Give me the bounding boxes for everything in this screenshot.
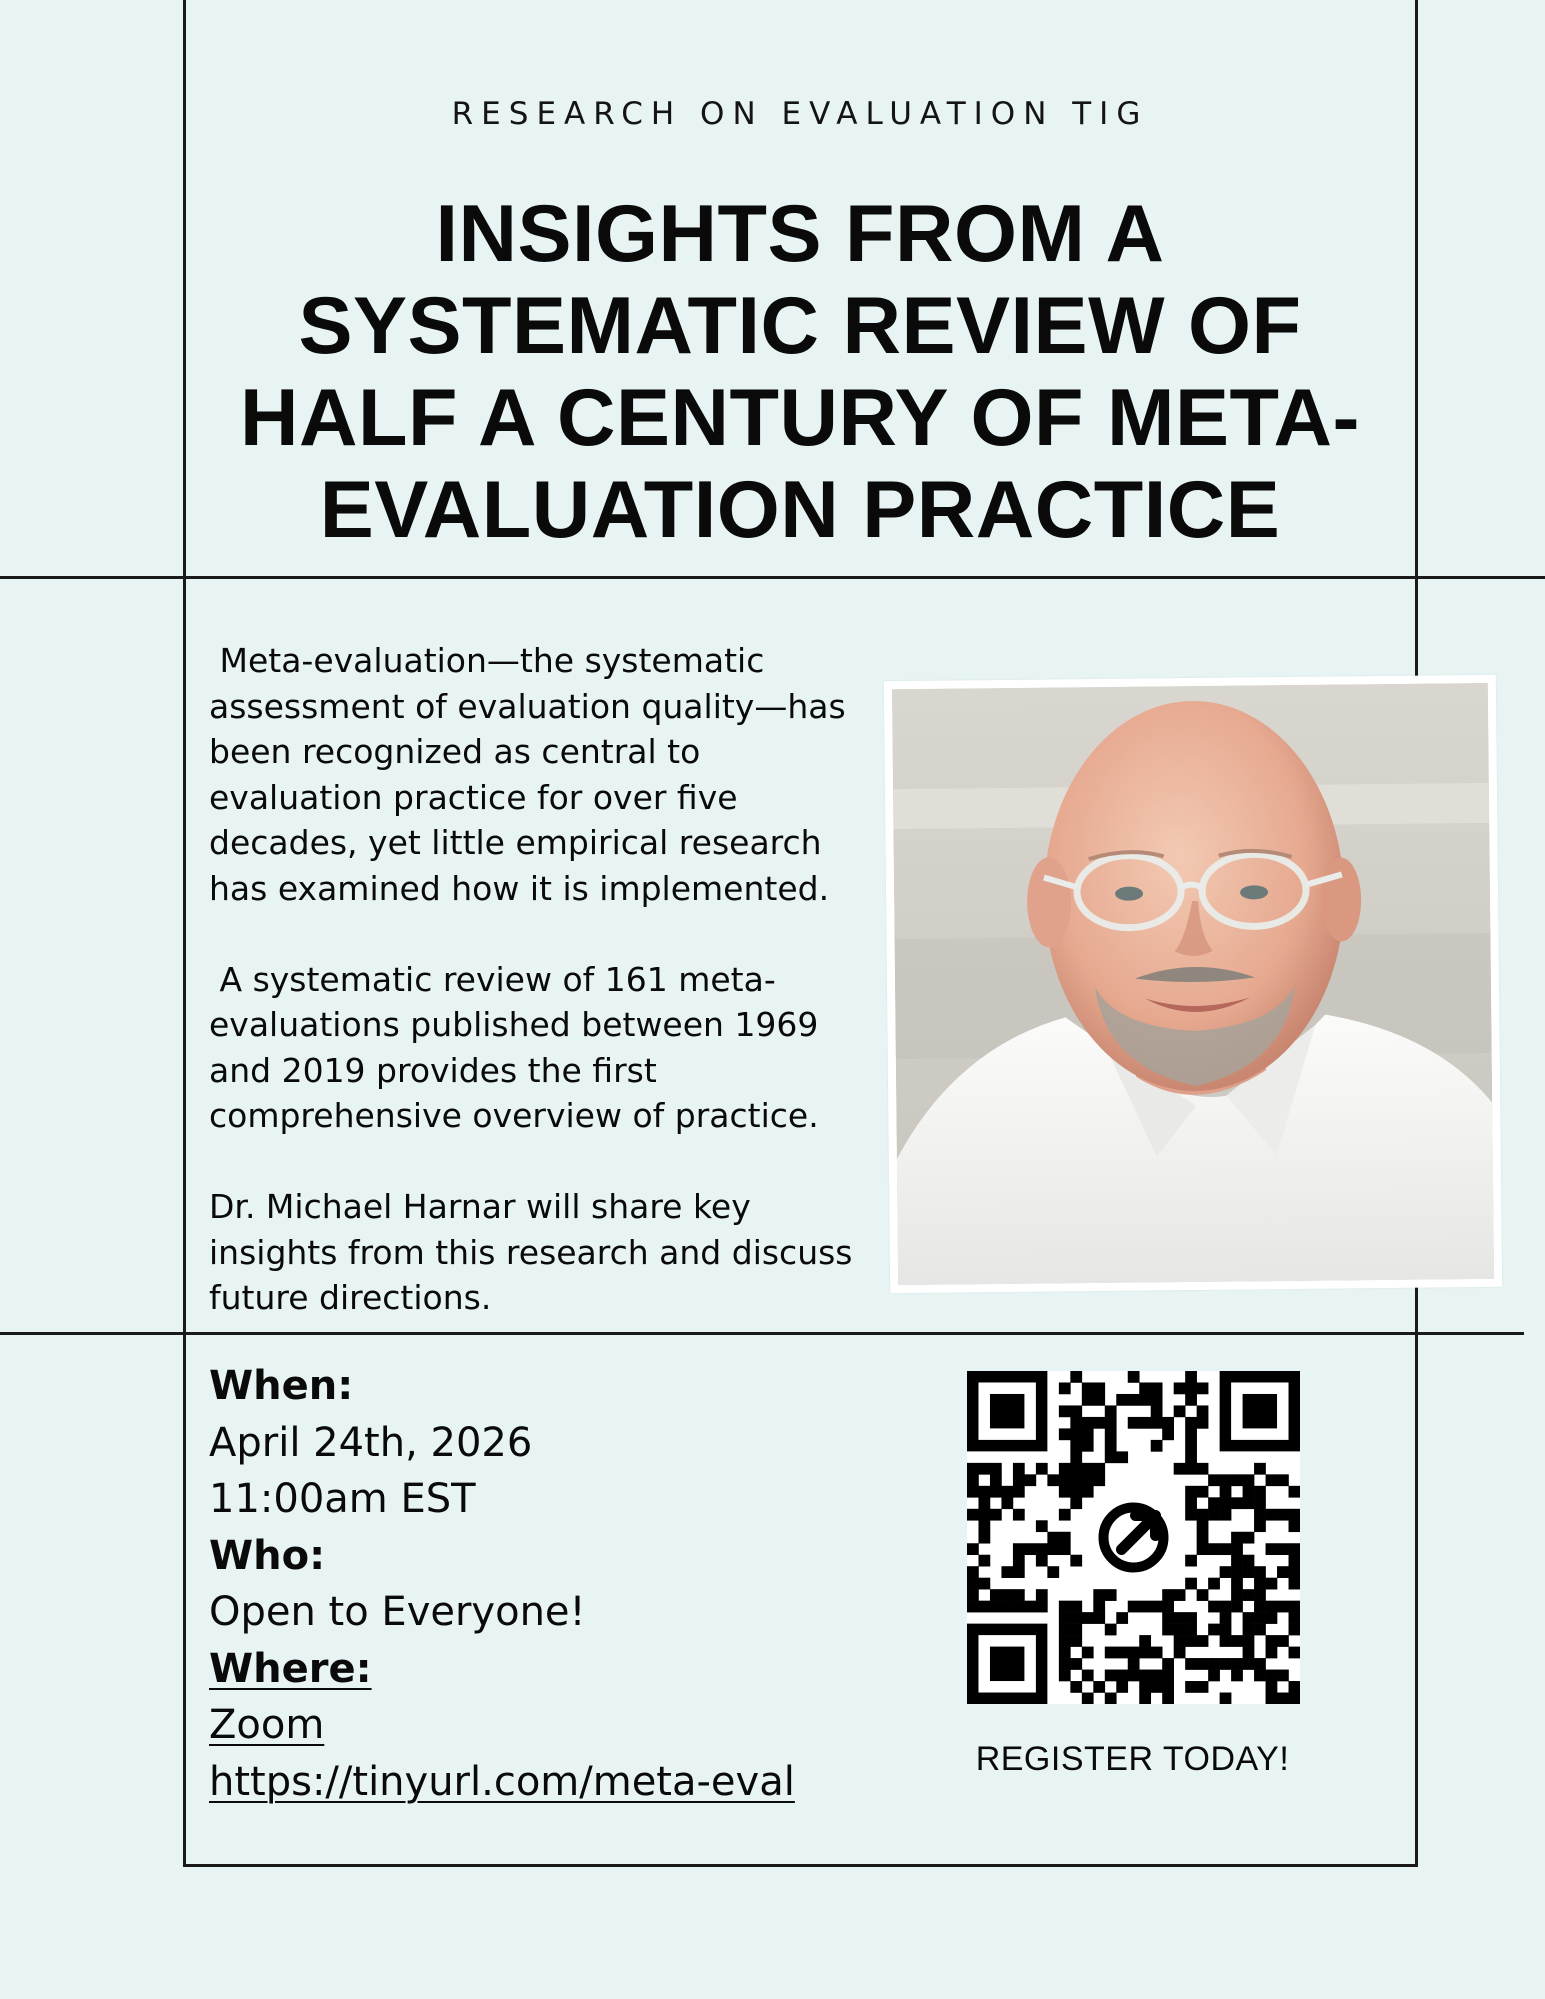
registration-url-link[interactable]: https://tinyurl.com/meta-eval [209, 1758, 795, 1805]
link-arrow-icon [1090, 1494, 1178, 1582]
description-paragraph: Dr. Michael Harnar will share key insights from this research and discuss future directions. [209, 1187, 863, 1317]
event-time: 11:00am EST [209, 1476, 476, 1522]
qr-code-graphic [967, 1371, 1300, 1704]
title-line: INSIGHTS FROM A [435, 189, 1165, 279]
event-date: April 24th, 2026 [209, 1419, 533, 1466]
organization-name: RESEARCH ON EVALUATION TIG [451, 96, 1149, 132]
event-details [209, 1358, 859, 1810]
speaker-photo [884, 675, 1502, 1293]
who-label: Who: [209, 1532, 326, 1579]
event-description [209, 638, 879, 1321]
qr-code-icon[interactable] [967, 1371, 1300, 1704]
title-line: EVALUATION PRACTICE [319, 465, 1281, 555]
event-audience: Open to Everyone! [209, 1589, 586, 1635]
frame-line-bottom [183, 1864, 1418, 1867]
description-paragraph: Meta-evaluation—the systematic assessment of evaluation quality—has been recognized as central to evaluation practice for over five decades, yet little empirical research has examined how it is implemented. [209, 641, 857, 908]
frame-line-header-divider [0, 576, 1545, 579]
page-title [190, 188, 1410, 556]
description-paragraph: A systematic review of 161 meta-evaluations published between 1969 and 2019 provides the first comprehensive overview of practice. [209, 959, 829, 1135]
where-label: Where: [209, 1645, 372, 1692]
frame-line-left [183, 0, 186, 1867]
speaker-portrait-image [892, 683, 1494, 1285]
zoom-link[interactable]: Zoom [209, 1702, 325, 1748]
frame-line-body-divider [0, 1332, 1524, 1335]
register-call-to-action: REGISTER TODAY! [975, 1740, 1290, 1778]
when-label: When: [209, 1363, 354, 1409]
title-line: HALF A CENTURY OF META- [240, 373, 1360, 463]
title-line: SYSTEMATIC REVIEW OF [298, 281, 1302, 371]
